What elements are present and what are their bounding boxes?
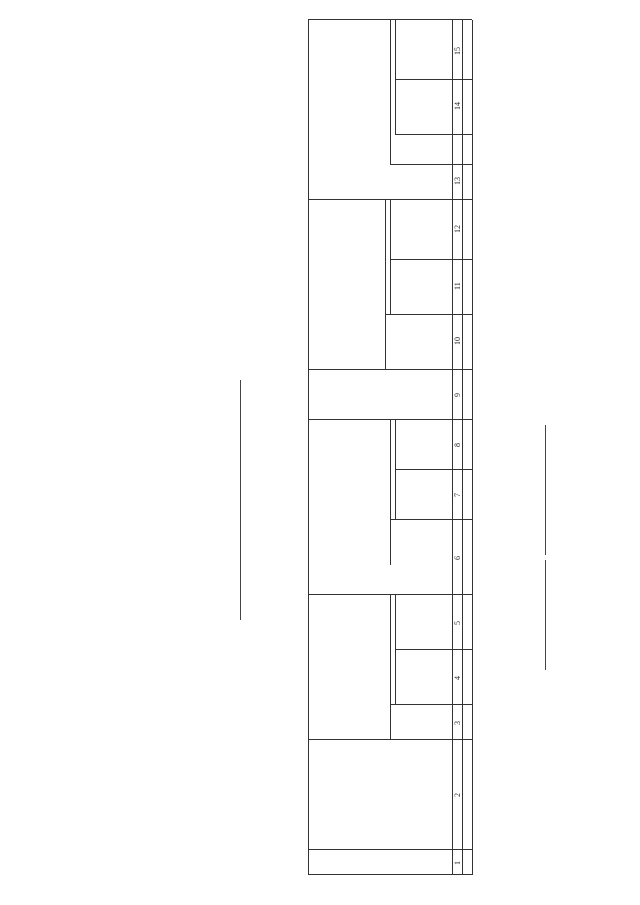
- column-number: 9: [453, 393, 462, 397]
- fio-underline: [545, 425, 546, 555]
- column-number: 10: [453, 337, 462, 345]
- column-number: 6: [453, 556, 462, 560]
- column-number: 3: [453, 721, 462, 725]
- column-number: 11: [453, 282, 462, 290]
- column-number: 1: [453, 861, 462, 865]
- column-number: 14: [453, 102, 462, 110]
- column-number: 2: [453, 793, 462, 797]
- column-number: 13: [453, 177, 462, 185]
- signature-underline: [545, 560, 546, 670]
- column-number: 15: [453, 47, 462, 55]
- column-number: 8: [453, 443, 462, 447]
- column-number: 5: [453, 621, 462, 625]
- column-number: 12: [453, 225, 462, 233]
- column-number: 4: [453, 676, 462, 680]
- column-number: 7: [453, 493, 462, 497]
- ministry-underline: [240, 380, 241, 620]
